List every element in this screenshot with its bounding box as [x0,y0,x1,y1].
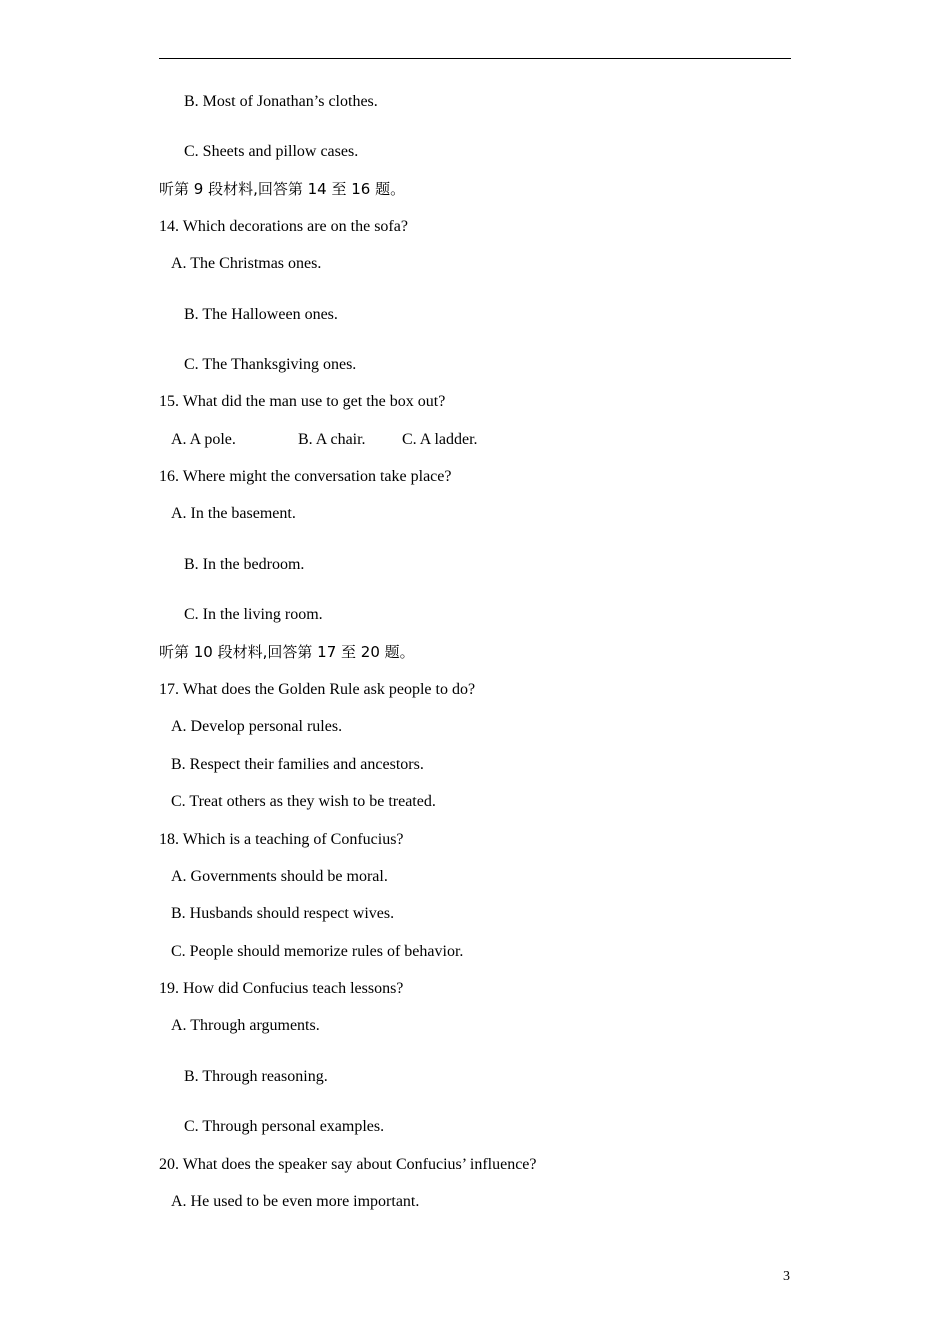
option-18a: A. Governments should be moral. [171,868,388,885]
option-18b: B. Husbands should respect wives. [171,905,395,922]
option-18c: C. People should memorize rules of behavior. [171,943,464,960]
option-14b: B. The Halloween ones. [184,306,338,323]
question-18: 18. Which is a teaching of Confucius? [159,831,404,848]
question-20: 20. What does the speaker say about Confucius’ influence? [159,1156,537,1173]
option-13c: C. Sheets and pillow cases. [184,143,359,160]
header-rule [159,58,791,59]
question-15: 15. What did the man use to get the box out? [159,393,446,410]
option-15c: C. A ladder. [402,431,478,448]
option-14a: A. The Christmas ones. [171,255,322,272]
option-19b: B. Through reasoning. [184,1068,328,1085]
option-17a: A. Develop personal rules. [171,718,343,735]
option-15b: B. A chair. [298,431,366,448]
option-14c: C. The Thanksgiving ones. [184,356,357,373]
question-19: 19. How did Confucius teach lessons? [159,980,404,997]
page-number: 3 [783,1269,790,1284]
section-instruction-9: 听第 9 段材料,回答第 14 至 16 题。 [159,180,406,198]
option-16a: A. In the basement. [171,505,296,522]
question-14: 14. Which decorations are on the sofa? [159,218,408,235]
question-16: 16. Where might the conversation take place? [159,468,452,485]
option-16c: C. In the living room. [184,606,323,623]
option-19c: C. Through personal examples. [184,1118,385,1135]
option-19a: A. Through arguments. [171,1017,320,1034]
question-17: 17. What does the Golden Rule ask people to do? [159,681,476,698]
option-15a: A. A pole. [171,431,236,448]
option-13b: B. Most of Jonathan’s clothes. [184,93,378,110]
option-16b: B. In the bedroom. [184,556,305,573]
option-17b: B. Respect their families and ancestors. [171,756,424,773]
option-17c: C. Treat others as they wish to be treated. [171,793,436,810]
option-20a: A. He used to be even more important. [171,1193,420,1210]
section-instruction-10: 听第 10 段材料,回答第 17 至 20 题。 [159,643,415,661]
